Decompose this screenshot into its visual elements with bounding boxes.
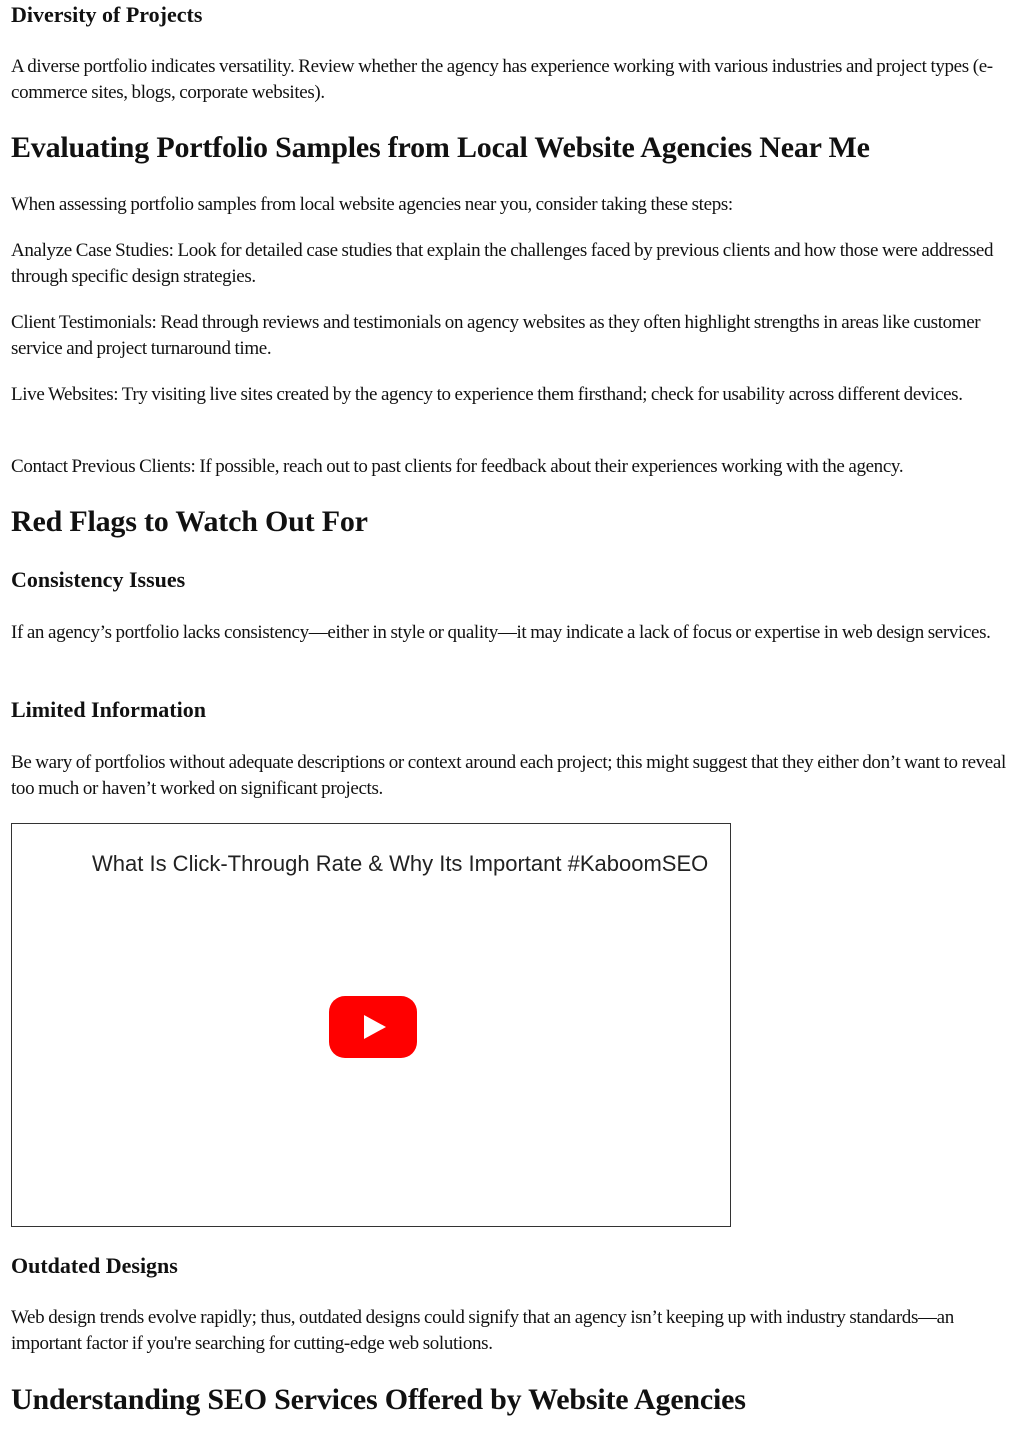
paragraph-limited-information: Be wary of portfolios without adequate descriptions or context around each project; this might suggest that they either don’t want to reveal too much or haven’t worked on significant projects.	[11, 752, 1006, 799]
step-analyze-case-studies: Analyze Case Studies: Look for detailed case studies that explain the challenges faced by previous clients and how those were addressed through specific design strategies.	[11, 240, 994, 287]
subheading-outdated-designs: Outdated Designs	[11, 1253, 178, 1278]
play-triangle-icon	[364, 1015, 386, 1039]
section-heading-seo: Understanding SEO Services Offered by Website Agencies	[11, 1383, 746, 1416]
step-contact-previous-clients: Contact Previous Clients: If possible, reach out to past clients for feedback about their experiences working with the agency.	[11, 456, 904, 477]
youtube-play-icon[interactable]	[329, 996, 417, 1058]
section-heading-red-flags: Red Flags to Watch Out For	[11, 505, 368, 538]
video-embed[interactable]	[11, 823, 731, 1227]
step-client-testimonials: Client Testimonials: Read through reviews and testimonials on agency websites as they often highlight strengths in areas like customer service and project turnaround time.	[11, 312, 981, 359]
paragraph-consistency-issues: If an agency’s portfolio lacks consistency—either in style or quality—it may indicate a lack of focus or expertise in web design services.	[11, 622, 991, 643]
section-heading-diversity: Diversity of Projects	[11, 2, 203, 27]
subheading-limited-information: Limited Information	[11, 697, 206, 722]
subheading-consistency-issues: Consistency Issues	[11, 567, 186, 592]
paragraph-diversity: A diverse portfolio indicates versatility. Review whether the agency has experience working with various industries and project types (e-commerce sites, blogs, corporate websites).	[11, 56, 993, 103]
video-title[interactable]: What Is Click-Through Rate & Why Its Important #KaboomSEO	[92, 851, 709, 876]
paragraph-evaluating-intro: When assessing portfolio samples from local website agencies near you, consider taking these steps:	[11, 194, 733, 215]
section-heading-evaluating: Evaluating Portfolio Samples from Local Website Agencies Near Me	[11, 131, 870, 164]
paragraph-outdated-designs: Web design trends evolve rapidly; thus, outdated designs could signify that an agency isn’t keeping up with industry standards—an important factor if you're searching for cutting-edge web solutions.	[11, 1307, 954, 1354]
step-live-websites: Live Websites: Try visiting live sites created by the agency to experience them firsthand; check for usability across different devices.	[11, 384, 963, 405]
